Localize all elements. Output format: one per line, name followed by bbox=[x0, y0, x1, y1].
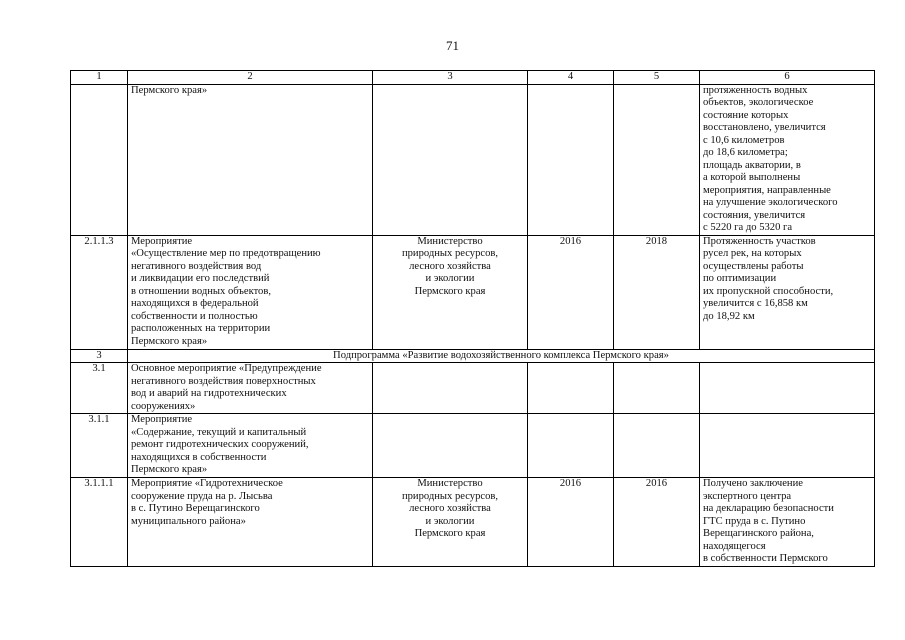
text-line: площадь акватории, в bbox=[703, 159, 801, 171]
text-line: «Содержание, текущий и капитальный bbox=[131, 426, 307, 438]
start-year: 2016 bbox=[528, 478, 614, 567]
expected-result bbox=[700, 84, 875, 235]
text-line: муниципального района» bbox=[131, 515, 246, 527]
text-line: по оптимизации bbox=[703, 273, 777, 284]
text-line: состояние которых bbox=[703, 109, 789, 121]
text-line: Мероприятие bbox=[131, 235, 193, 247]
text-line: ГТС пруда в с. Путино bbox=[703, 515, 806, 527]
header-col-6: 6 bbox=[700, 71, 875, 85]
text-line: Мероприятие «Гидротехническое bbox=[131, 478, 283, 489]
expected-result bbox=[700, 414, 875, 478]
subprogram-row bbox=[71, 349, 875, 363]
text-line: их пропускной способности, bbox=[703, 285, 834, 297]
subprogram-number: 3 bbox=[71, 349, 128, 363]
end-year bbox=[614, 414, 700, 478]
text-line: и экологии bbox=[425, 273, 475, 284]
text-line: Мероприятие bbox=[131, 414, 193, 425]
executor bbox=[373, 235, 528, 349]
row-number: 3.1 bbox=[71, 363, 128, 414]
text-line: ремонт гидротехнических сооружений, bbox=[131, 439, 309, 450]
text-line: состояния, увеличится bbox=[703, 209, 806, 221]
text-line: Основное мероприятие «Предупреждение bbox=[131, 363, 322, 374]
text-line: природных ресурсов, bbox=[401, 490, 499, 502]
table-row bbox=[71, 363, 875, 414]
text-line: вод и аварий на гидротехнических bbox=[131, 388, 287, 399]
measure-name bbox=[128, 414, 373, 478]
text-line: восстановлено, увеличится bbox=[703, 122, 826, 133]
text-line: в с. Путино Верещагинского bbox=[131, 503, 260, 514]
text-line: в собственности Пермского bbox=[703, 553, 828, 564]
text-line: экспертного центра bbox=[703, 490, 792, 502]
text-line: расположенных на территории bbox=[131, 323, 271, 334]
header-col-3: 3 bbox=[373, 71, 528, 85]
measure-name bbox=[128, 363, 373, 414]
text-line: «Осуществление мер по предотвращению bbox=[131, 248, 321, 259]
end-year: 2018 bbox=[614, 235, 700, 349]
text-line: до 18,92 км bbox=[703, 310, 755, 322]
header-col-2: 2 bbox=[128, 71, 373, 85]
text-line: в отношении водных объектов, bbox=[131, 285, 272, 297]
executor bbox=[373, 478, 528, 567]
executor bbox=[373, 363, 528, 414]
start-year bbox=[528, 414, 614, 478]
row-number bbox=[71, 84, 128, 235]
text-line: Министерство bbox=[417, 235, 483, 247]
text-line: Пермского края» bbox=[131, 84, 208, 96]
executor bbox=[373, 84, 528, 235]
text-line: с 10,6 километров bbox=[703, 134, 785, 146]
start-year: 2016 bbox=[528, 235, 614, 349]
table-row bbox=[71, 414, 875, 478]
text-line: а которой выполнены bbox=[703, 172, 801, 183]
measure-name bbox=[128, 235, 373, 349]
end-year bbox=[614, 363, 700, 414]
table-header-row bbox=[71, 71, 875, 85]
expected-result bbox=[700, 478, 875, 567]
text-line: находящихся в федеральной bbox=[131, 298, 259, 309]
text-line: русел рек, на которых bbox=[703, 248, 802, 259]
table-row bbox=[71, 478, 875, 567]
expected-result bbox=[700, 363, 875, 414]
expected-result bbox=[700, 235, 875, 349]
text-line: находящегося bbox=[703, 540, 766, 552]
text-line: Министерство bbox=[417, 478, 483, 489]
text-line: и экологии bbox=[425, 515, 475, 527]
page-number: 71 bbox=[446, 38, 459, 53]
text-line: Пермского края» bbox=[131, 464, 208, 475]
text-line: до 18,6 километра; bbox=[703, 147, 788, 158]
text-line: негативного воздействия поверхностных bbox=[131, 375, 316, 387]
text-line: находящихся в собственности bbox=[131, 451, 267, 463]
text-line: мероприятия, направленные bbox=[703, 184, 831, 196]
text-line: Пермского края» bbox=[131, 335, 208, 347]
text-line: негативного воздействия вод bbox=[131, 260, 262, 272]
text-line: увеличится с 16,858 км bbox=[703, 298, 808, 309]
text-line: объектов, экологическое bbox=[703, 97, 814, 108]
program-table bbox=[70, 70, 875, 567]
row-number: 2.1.1.3 bbox=[71, 235, 128, 349]
start-year bbox=[528, 363, 614, 414]
text-line: Получено заключение bbox=[703, 478, 803, 489]
text-line: лесного хозяйства bbox=[409, 260, 491, 272]
text-line: протяженность водных bbox=[703, 84, 808, 96]
row-number: 3.1.1.1 bbox=[71, 478, 128, 567]
text-line: на улучшение экологического bbox=[703, 197, 838, 208]
measure-name bbox=[128, 84, 373, 235]
text-line: и ликвидации его последствий bbox=[131, 273, 270, 284]
subprogram-title: Подпрограмма «Развитие водохозяйственного комплекса Пермского края» bbox=[128, 349, 875, 363]
measure-name bbox=[128, 478, 373, 567]
text-line: на декларацию безопасности bbox=[703, 503, 834, 514]
text-line: сооружениях» bbox=[131, 400, 196, 412]
executor bbox=[373, 414, 528, 478]
table-row bbox=[71, 84, 875, 235]
end-year bbox=[614, 84, 700, 235]
end-year: 2016 bbox=[614, 478, 700, 567]
start-year bbox=[528, 84, 614, 235]
text-line: собственности и полностью bbox=[131, 310, 258, 322]
text-line: осуществлены работы bbox=[703, 260, 804, 272]
text-line: Пермского края bbox=[414, 528, 486, 539]
text-line: лесного хозяйства bbox=[409, 503, 491, 514]
text-line: Верещагинского района, bbox=[703, 528, 814, 539]
text-line: сооружение пруда на р. Лысьва bbox=[131, 490, 273, 502]
header-col-4: 4 bbox=[528, 71, 614, 85]
text-line: Пермского края bbox=[414, 285, 486, 297]
header-col-5: 5 bbox=[614, 71, 700, 85]
text-line: с 5220 га до 5320 га bbox=[703, 222, 793, 233]
row-number: 3.1.1 bbox=[71, 414, 128, 478]
text-line: Протяженность участков bbox=[703, 235, 816, 247]
header-col-1: 1 bbox=[71, 71, 128, 85]
table-row bbox=[71, 235, 875, 349]
text-line: природных ресурсов, bbox=[401, 248, 499, 259]
